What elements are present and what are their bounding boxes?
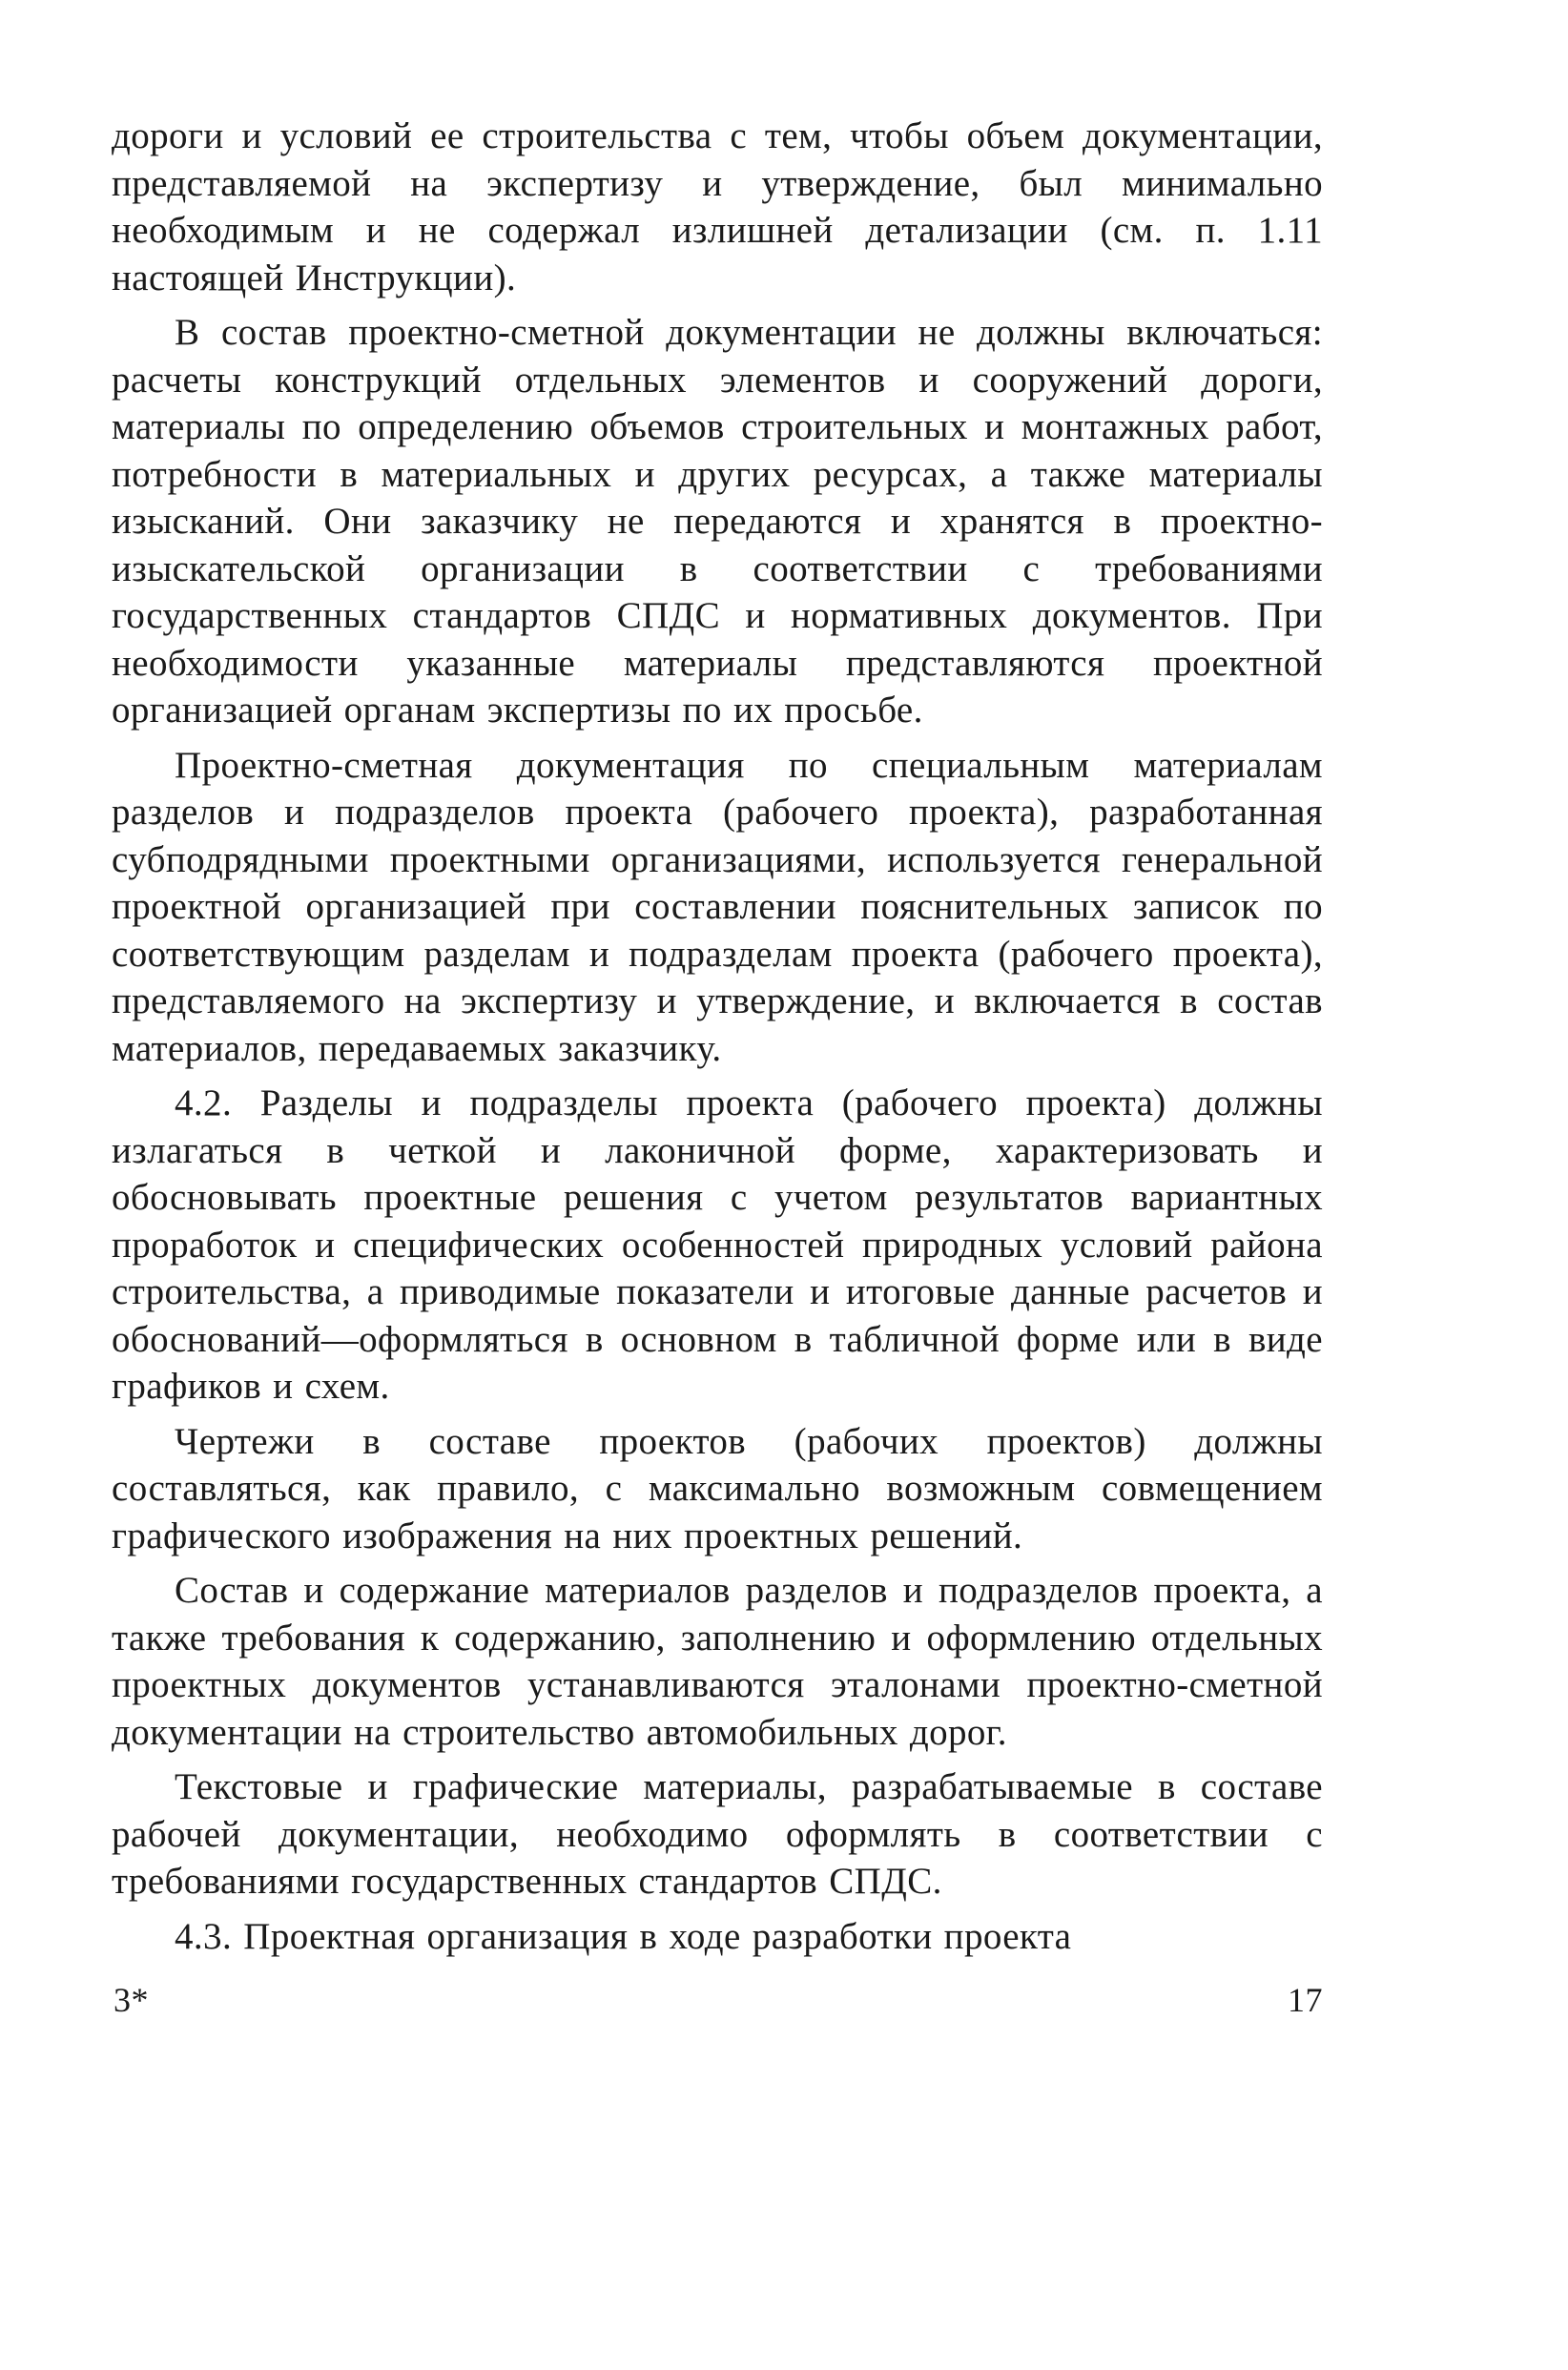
paragraph-working-documentation: Текстовые и графические материалы, разрабатываемые в составе рабочей документации, необходимо оформлять в соответствии с требованиями государственных стандартов СПДС. — [112, 1766, 1323, 1902]
paragraph-composition-standards: Состав и содержание материалов разделов и подразделов проекта, а также требования к содержанию, заполнению и оформлению отдельных проектных документов устанавливаются эталонами проектно-сметной документации на строительство автомобильных дорог. — [112, 1570, 1323, 1753]
paragraph-documentation-exclusions: В состав проектно-сметной документации не должны включаться: расчеты конструкций отдельных элементов и сооружений дороги, материалы по определению объемов строительных и монтажных работ, потребности в материальных и других ресурсах, а также материалы изысканий. Они заказчику не передаются и хранятся в проектно-изыскательской организации в соответствии с требованиями государственных стандартов СПДС и нормативных документов. При необходимости указанные материалы представляются проектной организацией органам экспертизы по их просьбе. — [112, 312, 1323, 731]
paragraph-continuation: дороги и условий ее строительства с тем, чтобы объем документации, представляемой на экспертизу и утверждение, был минимально необходимым и не содержал излишней детализации (см. п. 1.11 настоящей Инструкции). — [112, 115, 1323, 299]
paragraph-section-4-2: 4.2. Разделы и подразделы проекта (рабочего проекта) должны излагаться в четкой и лаконичной форме, характеризовать и обосновывать проектные решения с учетом результатов вариантных проработок и специфических особенностей природных условий района строительства, а приводимые показатели и итоговые данные расчетов и обоснований—оформляться в основном в табличной форме или в виде графиков и схем. — [112, 1082, 1323, 1407]
paragraph-section-4-3: 4.3. Проектная организация в ходе разработки проекта — [175, 1915, 1072, 1957]
page-number: 17 — [1288, 1981, 1323, 2019]
signature-mark: 3* — [113, 1981, 149, 2019]
paragraph-subcontractor-documentation: Проектно-сметная документация по специальным материалам разделов и подразделов проекта (рабочего проекта), разработанная субподрядными проектными организациями, используется генеральной проектной организацией при составлении пояснительных записок по соответствующим разделам и подразделам проекта (рабочего проекта), представляемого на экспертизу и утверждение, и включается в состав материалов, передаваемых заказчику. — [112, 744, 1323, 1069]
paragraph-drawings: Чертежи в составе проектов (рабочих проектов) должны составляться, как правило, с максимально возможным совмещением графического изображения на них проектных решений. — [112, 1420, 1323, 1556]
body-text — [112, 113, 1323, 1968]
